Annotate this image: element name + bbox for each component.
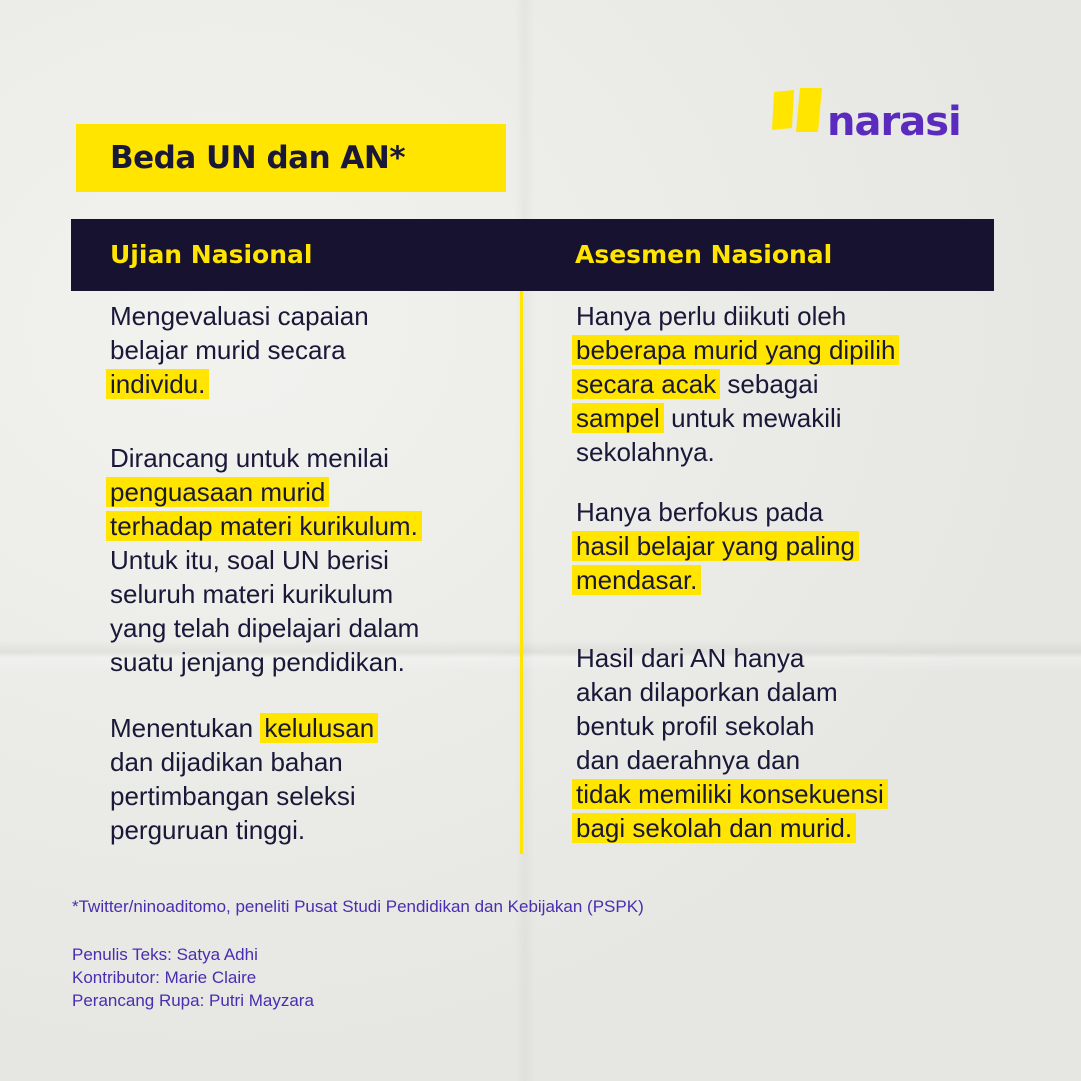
narasi-logo-mark-icon xyxy=(772,88,830,134)
text-line: Hasil dari AN hanya xyxy=(576,643,805,673)
highlight-text: beberapa murid yang dipilih xyxy=(572,335,899,365)
highlight-text: kelulusan xyxy=(260,713,378,743)
highlight-text: sampel xyxy=(572,403,664,433)
highlight-text: mendasar. xyxy=(572,565,701,595)
source-footnote: *Twitter/ninoaditomo, peneliti Pusat Studi Pendidikan dan Kebijakan (PSPK) xyxy=(72,897,644,916)
text-line: suatu jenjang pendidikan. xyxy=(110,647,405,677)
highlight-text: terhadap materi kurikulum. xyxy=(106,511,422,541)
text-segment: sebagai xyxy=(727,369,819,399)
credit-contributor: Kontributor: Marie Claire xyxy=(72,968,257,987)
page-title: Beda UN dan AN* xyxy=(110,140,406,176)
text-line: dan daerahnya dan xyxy=(576,745,801,775)
text-segment: Menentukan xyxy=(110,713,254,743)
highlight-text: secara acak xyxy=(572,369,720,399)
text-line: belajar murid secara xyxy=(110,335,346,365)
text-line: Untuk itu, soal UN berisi xyxy=(110,545,389,575)
text-line: Hanya perlu diikuti oleh xyxy=(576,301,847,331)
text-line: dan dijadikan bahan xyxy=(110,747,343,777)
text-line: yang telah dipelajari dalam xyxy=(110,613,420,643)
text-line: perguruan tinggi. xyxy=(110,815,306,845)
un-point-evaluation xyxy=(110,299,369,401)
text-line: bentuk profil sekolah xyxy=(576,711,815,741)
highlight-text: individu. xyxy=(106,369,209,399)
logo-wordmark: narasi xyxy=(827,99,961,145)
text-segment: untuk mewakili xyxy=(671,403,842,433)
text-line: seluruh materi kurikulum xyxy=(110,579,394,609)
credit-designer: Perancang Rupa: Putri Mayzara xyxy=(72,991,314,1010)
column-divider xyxy=(520,291,523,854)
an-point-participants xyxy=(576,299,899,469)
text-line: pertimbangan seleksi xyxy=(110,781,356,811)
un-point-curriculum xyxy=(110,441,422,679)
text-line: akan dilaporkan dalam xyxy=(576,677,838,707)
highlight-text: hasil belajar yang paling xyxy=(572,531,859,561)
text-line: Mengevaluasi capaian xyxy=(110,301,369,331)
credit-writer: Penulis Teks: Satya Adhi xyxy=(72,945,258,964)
text-line: Hanya berfokus pada xyxy=(576,497,824,527)
narasi-logo xyxy=(772,88,977,152)
an-point-focus xyxy=(576,495,859,597)
highlight-text: penguasaan murid xyxy=(106,477,329,507)
un-point-graduation xyxy=(110,711,378,847)
text-line: sekolahnya. xyxy=(576,437,715,467)
column-heading-ujian-nasional: Ujian Nasional xyxy=(110,240,313,269)
column-heading-asesmen-nasional: Asesmen Nasional xyxy=(575,240,833,269)
highlight-text: bagi sekolah dan murid. xyxy=(572,813,856,843)
an-point-results xyxy=(576,641,888,845)
highlight-text: tidak memiliki konsekuensi xyxy=(572,779,888,809)
text-line: Dirancang untuk menilai xyxy=(110,443,389,473)
